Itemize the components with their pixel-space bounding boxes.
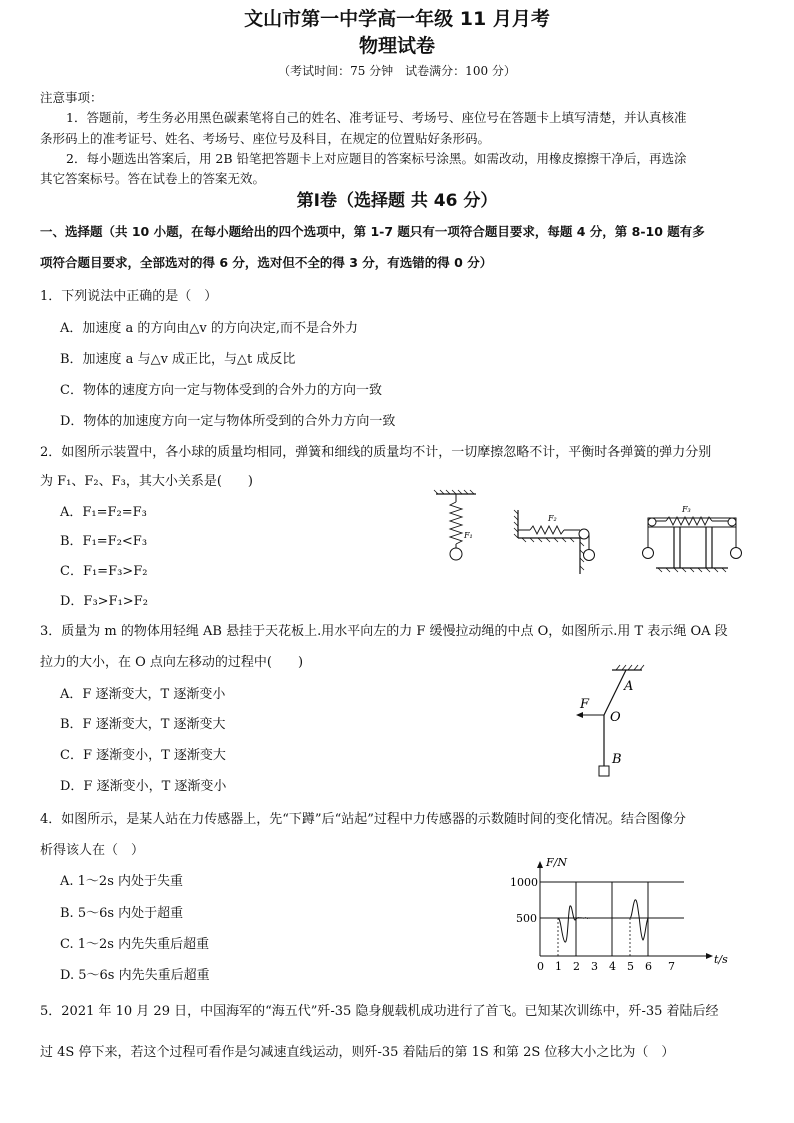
q2-f1-label: F₁ (464, 531, 473, 540)
q4-y-label: F/N (546, 856, 567, 869)
notice-item-2-cont: 其它答案标号。答在试卷上的答案无效。 (40, 171, 266, 186)
q4-stem: 4．如图所示，是某人站在力传感器上，先“下蹲”后“站起”过程中力传感器的示数随时间的变化情况。结合图像分 (40, 812, 686, 827)
q4-x-label: t/s (714, 953, 728, 966)
q1-stem: 1．下列说法中正确的是（ ） (40, 289, 218, 304)
q4-option-a: A. 1～2s 内处于失重 (60, 874, 183, 889)
q4-x-tick-2: 2 (573, 960, 580, 972)
q3-option-c: C．F 逐渐变小，T 逐渐变大 (60, 748, 226, 763)
q1-option-d: D．物体的加速度方向一定与物体所受到的合外力方向一致 (60, 414, 396, 429)
q2-f3-label: F₃ (682, 505, 691, 514)
exam-subject: 物理试卷 (358, 35, 435, 57)
section-instructions: 一、选择题（共 10 小题，在每小题给出的四个选项中，第 1-7 题只有一项符合题目要求，每题 4 分，第 8-10 题有多 (40, 224, 705, 239)
exam-meta: （考试时间：75 分钟 试卷满分：100 分） (278, 64, 516, 78)
q3-option-d: D．F 逐渐变小，T 逐渐变小 (60, 779, 227, 794)
notice-heading: 注意事项： (40, 90, 103, 105)
q2-option-d: D．F₃>F₁>F₂ (60, 594, 148, 609)
q4-x-tick-1: 1 (555, 960, 562, 972)
q4-x-tick-4: 4 (609, 960, 616, 972)
q2-figure-3 (643, 505, 742, 572)
q1-option-a: A．加速度 a 的方向由△v 的方向决定,而不是合外力 (60, 321, 359, 336)
q2-option-c: C．F₁=F₃>F₂ (60, 564, 148, 579)
q2-option-a: A．F₁=F₂=F₃ (60, 505, 147, 520)
q4-option-d: D. 5～6s 内先失重后超重 (60, 968, 210, 983)
q3-stem: 3．质量为 m 的物体用轻绳 AB 悬挂于天花板上.用水平向左的力 F 缓慢拉动绳的中点 O，如图所示.用 T 表示绳 OA 段 (40, 624, 728, 639)
q2-figure-2 (514, 510, 595, 574)
q2-figure-1 (434, 490, 476, 560)
q2-spring-figures (430, 488, 750, 578)
q4-x-tick-3: 3 (591, 960, 598, 972)
q3-label-b: B (612, 752, 622, 767)
q3-label-o: O (610, 710, 621, 725)
notice-item-1: 1．答题前，考生务必用黑色碳素笔将自己的姓名、准考证号、考场号、座位号在答题卡上填写清楚，并认真核准 (66, 110, 687, 125)
q2-stem-cont: 为 F₁、F₂、F₃，其大小关系是( ) (40, 474, 253, 489)
q2-f2-label: F₂ (548, 514, 557, 523)
q4-y-tick-1000: 1000 (510, 876, 538, 889)
q3-option-a: A．F 逐渐变大，T 逐渐变小 (60, 687, 226, 702)
q4-x-tick-6: 6 (645, 960, 652, 972)
q5-stem-cont: 过 4S 停下来，若这个过程可看作是匀减速直线运动，则歼-35 着陆后的第 1S 和第 2S 位移大小之比为（ ） (40, 1045, 675, 1060)
q1-option-c: C．物体的速度方向一定与物体受到的合外力的方向一致 (60, 383, 382, 398)
q4-option-c: C. 1～2s 内先失重后超重 (60, 937, 210, 952)
notice-item-1-cont: 条形码上的准考证号、姓名、考场号、座位号及科目，在规定的位置贴好条形码。 (40, 131, 491, 146)
q3-label-f: F (580, 697, 590, 712)
q3-label-a: A (624, 679, 634, 694)
q3-option-b: B．F 逐渐变大，T 逐渐变大 (60, 717, 226, 732)
q2-stem: 2．如图所示装置中，各小球的质量均相同，弹簧和细线的质量均不计，一切摩擦忽略不计，平衡时各弹簧的弹力分别 (40, 445, 712, 460)
q4-stem-cont: 析得该人在（ ） (40, 843, 145, 858)
notice-item-2: 2．每小题选出答案后，用 2B 铅笔把答题卡上对应题目的答案标号涂黑。如需改动，用橡皮擦擦干净后，再选涂 (66, 151, 687, 166)
q2-option-b: B．F₁=F₂<F₃ (60, 534, 148, 549)
part-title: 第Ⅰ卷（选择题 共 46 分） (296, 191, 498, 211)
q4-y-tick-500: 500 (516, 912, 537, 925)
q4-x-tick-7: 7 (668, 960, 675, 972)
q3-rope-figure (570, 660, 650, 782)
exam-title: 文山市第一中学高一年级 11 月月考 (244, 8, 550, 30)
q4-x-tick-0: 0 (537, 960, 544, 972)
q3-stem-cont: 拉力的大小，在 O 点向左移动的过程中( ) (40, 655, 304, 670)
section-instructions-cont: 项符合题目要求，全部选对的得 6 分，选对但不全的得 3 分，有选错的得 0 分） (40, 255, 493, 270)
q4-option-b: B. 5～6s 内处于超重 (60, 906, 184, 921)
q5-stem: 5．2021 年 10 月 29 日，中国海军的“海五代”歼-35 隐身舰载机成功进行了首飞。已知某次训练中，歼-35 着陆后经 (40, 1004, 719, 1019)
q1-option-b: B．加速度 a 与△v 成正比，与△t 成反比 (60, 352, 296, 367)
q4-force-graph (508, 854, 738, 972)
q4-x-tick-5: 5 (627, 960, 634, 972)
